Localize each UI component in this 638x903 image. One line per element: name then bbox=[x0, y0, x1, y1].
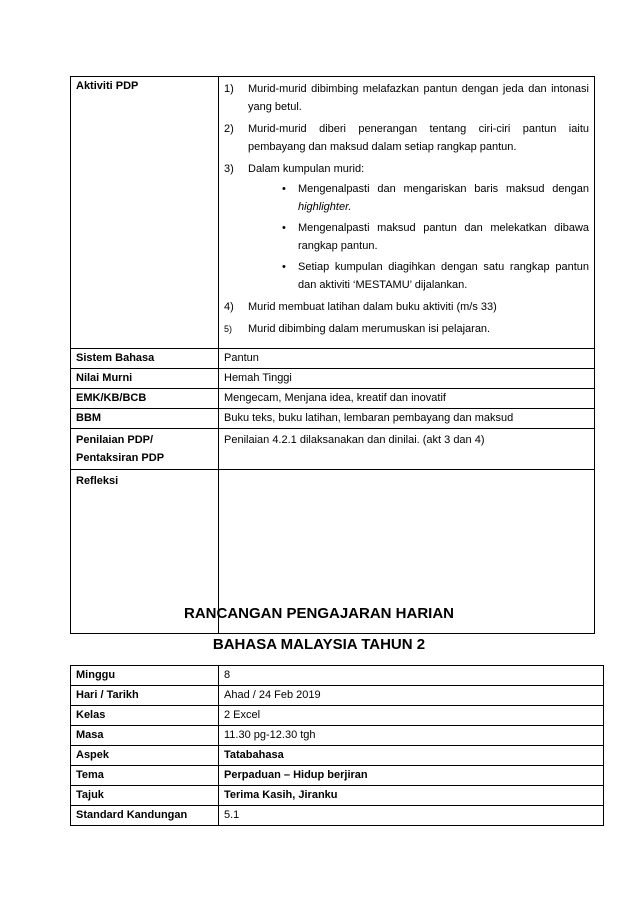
list-item bbox=[224, 80, 589, 116]
item-text: Dalam kumpulan murid: bbox=[248, 163, 365, 175]
bullet-text: Mengenalpasti dan mengariskan baris maksud dengan bbox=[298, 183, 589, 195]
bullet-icon: • bbox=[282, 222, 286, 234]
info-label: Aspek bbox=[71, 746, 219, 766]
aktiviti-content bbox=[219, 77, 595, 349]
item-text: Murid-murid dibimbing melafazkan pantun dengan jeda dan intonasi yang betul. bbox=[248, 83, 589, 113]
bullet-text: Setiap kumpulan diagihkan dengan satu rangkap pantun dan aktiviti ‘MESTAMU’ dijalankan. bbox=[298, 261, 589, 291]
bullet-item bbox=[248, 219, 589, 255]
table-row bbox=[71, 686, 604, 706]
info-label: Tajuk bbox=[71, 786, 219, 806]
penilaian-label-line1: Penilaian PDP/ bbox=[76, 434, 154, 446]
table-row bbox=[71, 349, 595, 369]
bullet-icon: • bbox=[282, 183, 286, 195]
table-row bbox=[71, 666, 604, 686]
info-label: Standard Kandungan bbox=[71, 806, 219, 826]
penilaian-value: Penilaian 4.2.1 dilaksanakan dan dinilai. (akt 3 dan 4) bbox=[219, 429, 595, 470]
table-row bbox=[71, 77, 595, 349]
heading-line1: RANCANGAN PENGAJARAN HARIAN bbox=[183, 605, 454, 622]
info-label: Kelas bbox=[71, 706, 219, 726]
info-value: Terima Kasih, Jiranku bbox=[219, 786, 604, 806]
list-item bbox=[224, 298, 589, 316]
table-row bbox=[71, 786, 604, 806]
bbm-label: BBM bbox=[71, 409, 219, 429]
info-value: 11.30 pg-12.30 tgh bbox=[219, 726, 604, 746]
info-label: Tema bbox=[71, 766, 219, 786]
item-text: Murid membuat latihan dalam buku aktiviti (m/s 33) bbox=[248, 301, 497, 313]
info-label: Hari / Tarikh bbox=[71, 686, 219, 706]
table-row bbox=[71, 706, 604, 726]
info-label: Masa bbox=[71, 726, 219, 746]
emk-value: Mengecam, Menjana idea, kreatif dan inovatif bbox=[219, 389, 595, 409]
nilai-murni-label: Nilai Murni bbox=[71, 369, 219, 389]
info-label: Minggu bbox=[71, 666, 219, 686]
bullet-text: Mengenalpasti maksud pantun dan melekatkan dibawa rangkap pantun. bbox=[298, 222, 589, 252]
bullet-item bbox=[248, 258, 589, 294]
sistem-bahasa-label: Sistem Bahasa bbox=[71, 349, 219, 369]
item-number: 2) bbox=[224, 123, 234, 135]
bullet-icon: • bbox=[282, 261, 286, 273]
table-row bbox=[71, 369, 595, 389]
list-item bbox=[224, 120, 589, 156]
bullet-list bbox=[248, 180, 589, 294]
item-number: 1) bbox=[224, 83, 234, 95]
table-row bbox=[71, 746, 604, 766]
table-row bbox=[71, 766, 604, 786]
activity-list bbox=[224, 80, 589, 338]
lesson-info-table bbox=[70, 665, 604, 826]
info-value: 2 Excel bbox=[219, 706, 604, 726]
table-row bbox=[71, 806, 604, 826]
table-row bbox=[71, 409, 595, 429]
penilaian-label-line2: Pentaksiran PDP bbox=[76, 452, 165, 464]
info-value: 8 bbox=[219, 666, 604, 686]
heading-line2: BAHASA MALAYSIA TAHUN 2 bbox=[212, 636, 426, 653]
bullet-italic-text: highlighter. bbox=[298, 201, 352, 213]
nilai-murni-value: Hemah Tinggi bbox=[219, 369, 595, 389]
plan-heading bbox=[0, 603, 638, 665]
table-row bbox=[71, 389, 595, 409]
list-item bbox=[224, 160, 589, 294]
penilaian-label bbox=[71, 429, 219, 470]
bbm-value: Buku teks, buku latihan, lembaran pembayang dan maksud bbox=[219, 409, 595, 429]
table-row bbox=[71, 726, 604, 746]
item-number: 5) bbox=[224, 324, 233, 334]
refleksi-label: Refleksi bbox=[71, 470, 219, 634]
list-item bbox=[224, 320, 589, 338]
lesson-activity-table bbox=[70, 76, 595, 634]
item-number: 3) bbox=[224, 163, 234, 175]
table-row bbox=[71, 429, 595, 470]
info-value: 5.1 bbox=[219, 806, 604, 826]
info-value: Ahad / 24 Feb 2019 bbox=[219, 686, 604, 706]
emk-label: EMK/KB/BCB bbox=[71, 389, 219, 409]
info-value: Tatabahasa bbox=[219, 746, 604, 766]
sistem-bahasa-value: Pantun bbox=[219, 349, 595, 369]
aktiviti-label: Aktiviti PDP bbox=[71, 77, 219, 349]
item-text: Murid-murid diberi penerangan tentang ciri-ciri pantun iaitu pembayang dan maksud dalam setiap rangkap pantun. bbox=[248, 123, 589, 153]
info-value: Perpaduan – Hidup berjiran bbox=[219, 766, 604, 786]
bullet-item bbox=[248, 180, 589, 216]
item-number: 4) bbox=[224, 301, 234, 313]
item-text: Murid dibimbing dalam merumuskan isi pelajaran. bbox=[248, 323, 491, 335]
